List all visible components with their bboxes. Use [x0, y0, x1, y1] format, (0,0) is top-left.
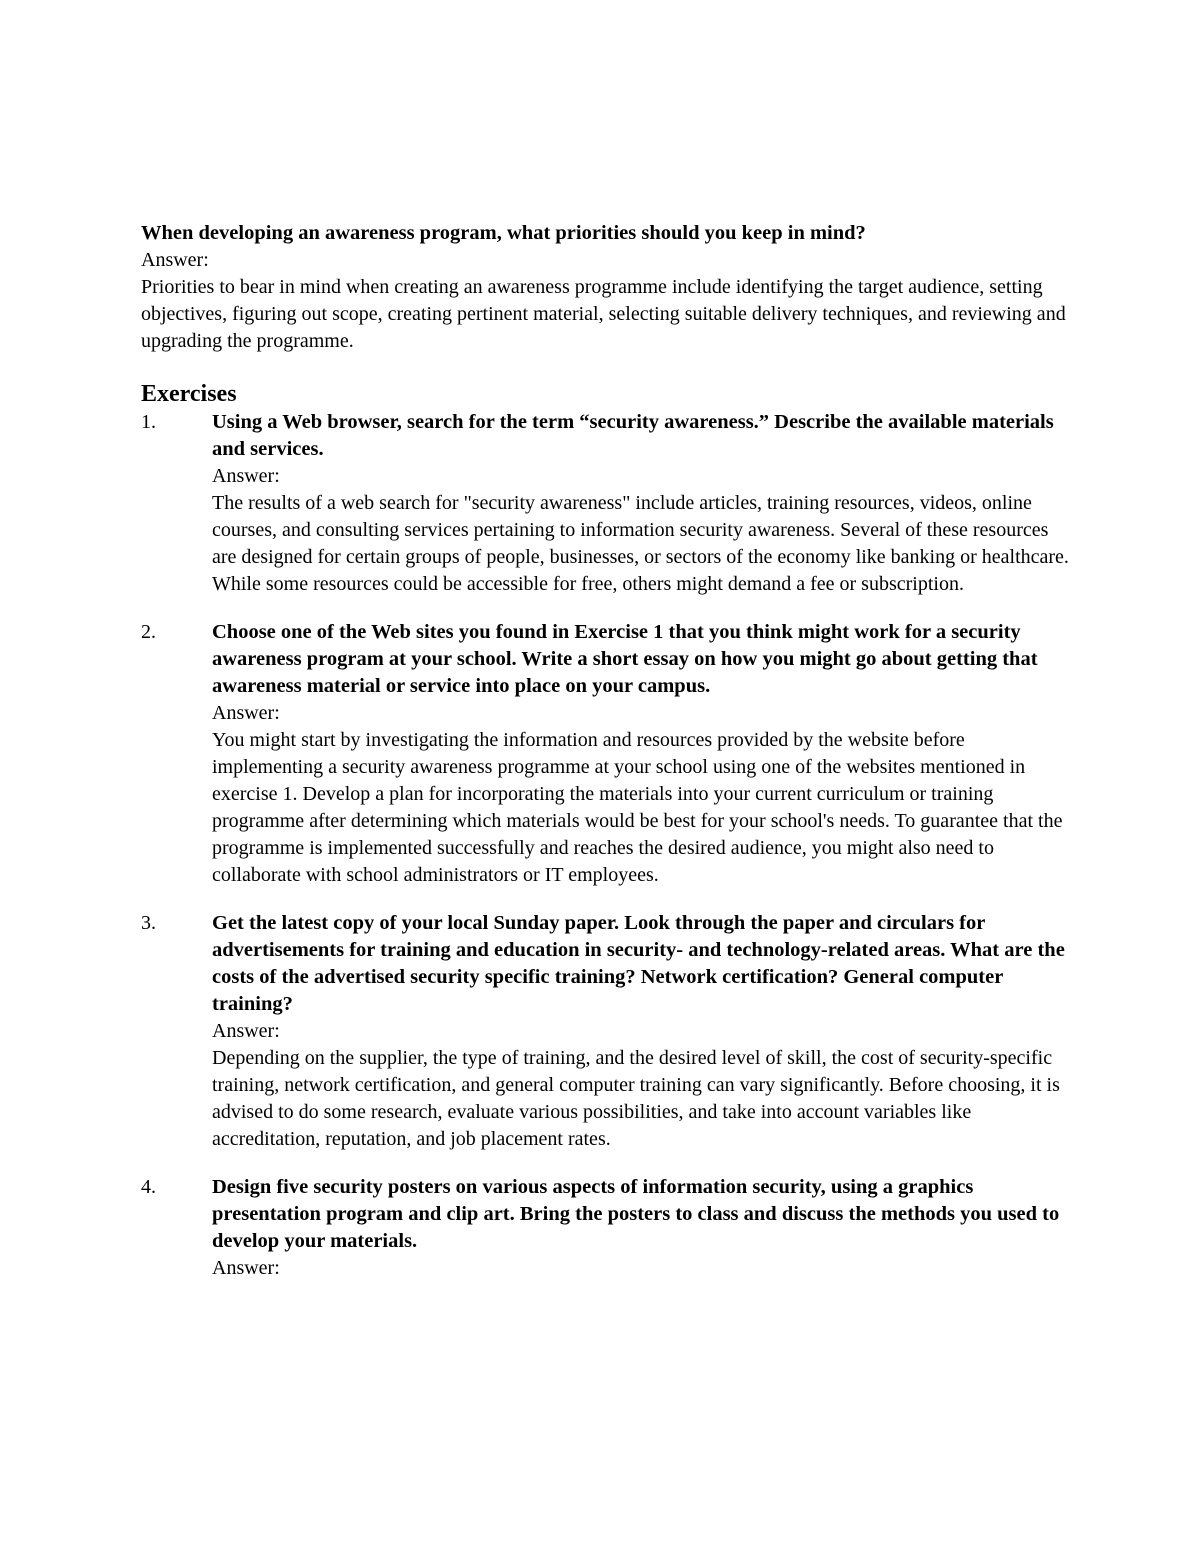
exercise-item: [141, 619, 1071, 889]
intro-answer-text: Priorities to bear in mind when creating an awareness programme include identifying the target audience, setting objectives, figuring out scope, creating pertinent material, selecting suitable delivery techniques, and reviewing and upgrading the programme.: [141, 276, 1066, 352]
document-page: [141, 220, 1071, 1303]
exercise-answer-text: The results of a web search for "security awareness" include articles, training resources, videos, online courses, and consulting services pertaining to information security awareness. Several of these resources are designed for certain groups of people, businesses, or sectors of the economy like banking or healthcare. While some resources could be accessible for free, others might demand a fee or subscription.: [212, 492, 1069, 595]
exercise-question: Choose one of the Web sites you found in Exercise 1 that you think might work for a security awareness program at your school. Write a short essay on how you might go about getting that awareness material or service into place on your campus.: [212, 621, 1038, 697]
exercise-question: Get the latest copy of your local Sunday paper. Look through the paper and circulars for advertisements for training and education in security- and technology-related areas. What are the costs of the advertised security specific training? Network certification? General computer training?: [212, 912, 1065, 1015]
exercise-item: [141, 1174, 1071, 1282]
exercise-answer-label: Answer:: [212, 465, 280, 487]
exercise-answer-text: Depending on the supplier, the type of training, and the desired level of skill, the cost of security-specific training, network certification, and general computer training can vary significantly. Before choosing, it is advised to do some research, evaluate various possibilities, and take into account variables like accreditation, reputation, and job placement rates.: [212, 1047, 1060, 1150]
exercise-answer-label: Answer:: [212, 702, 280, 724]
exercise-answer-text: You might start by investigating the information and resources provided by the website before implementing a security awareness programme at your school using one of the websites mentioned in exercise 1. Develop a plan for incorporating the materials into your current curriculum or training programme after determining which materials would be best for your school's needs. To guarantee that the programme is implemented successfully and reaches the desired audience, you might also need to collaborate with school administrators or IT employees.: [212, 729, 1063, 886]
exercises-heading: Exercises: [141, 381, 237, 407]
exercise-item: [141, 409, 1071, 598]
exercise-number: 2.: [141, 621, 156, 643]
exercise-question: Using a Web browser, search for the term “security awareness.” Describe the available materials and services.: [212, 411, 1054, 460]
intro-answer-label: Answer:: [141, 249, 209, 271]
exercise-number: 1.: [141, 411, 156, 433]
exercise-question: Design five security posters on various aspects of information security, using a graphics presentation program and clip art. Bring the posters to class and discuss the methods you used to develop your materials.: [212, 1176, 1060, 1252]
exercise-number: 4.: [141, 1176, 156, 1198]
intro-question: When developing an awareness program, what priorities should you keep in mind?: [141, 222, 866, 244]
exercise-answer-label: Answer:: [212, 1257, 280, 1279]
exercise-item: [141, 910, 1071, 1153]
exercise-number: 3.: [141, 912, 156, 934]
exercise-answer-label: Answer:: [212, 1020, 280, 1042]
exercise-list: [141, 409, 1071, 1282]
